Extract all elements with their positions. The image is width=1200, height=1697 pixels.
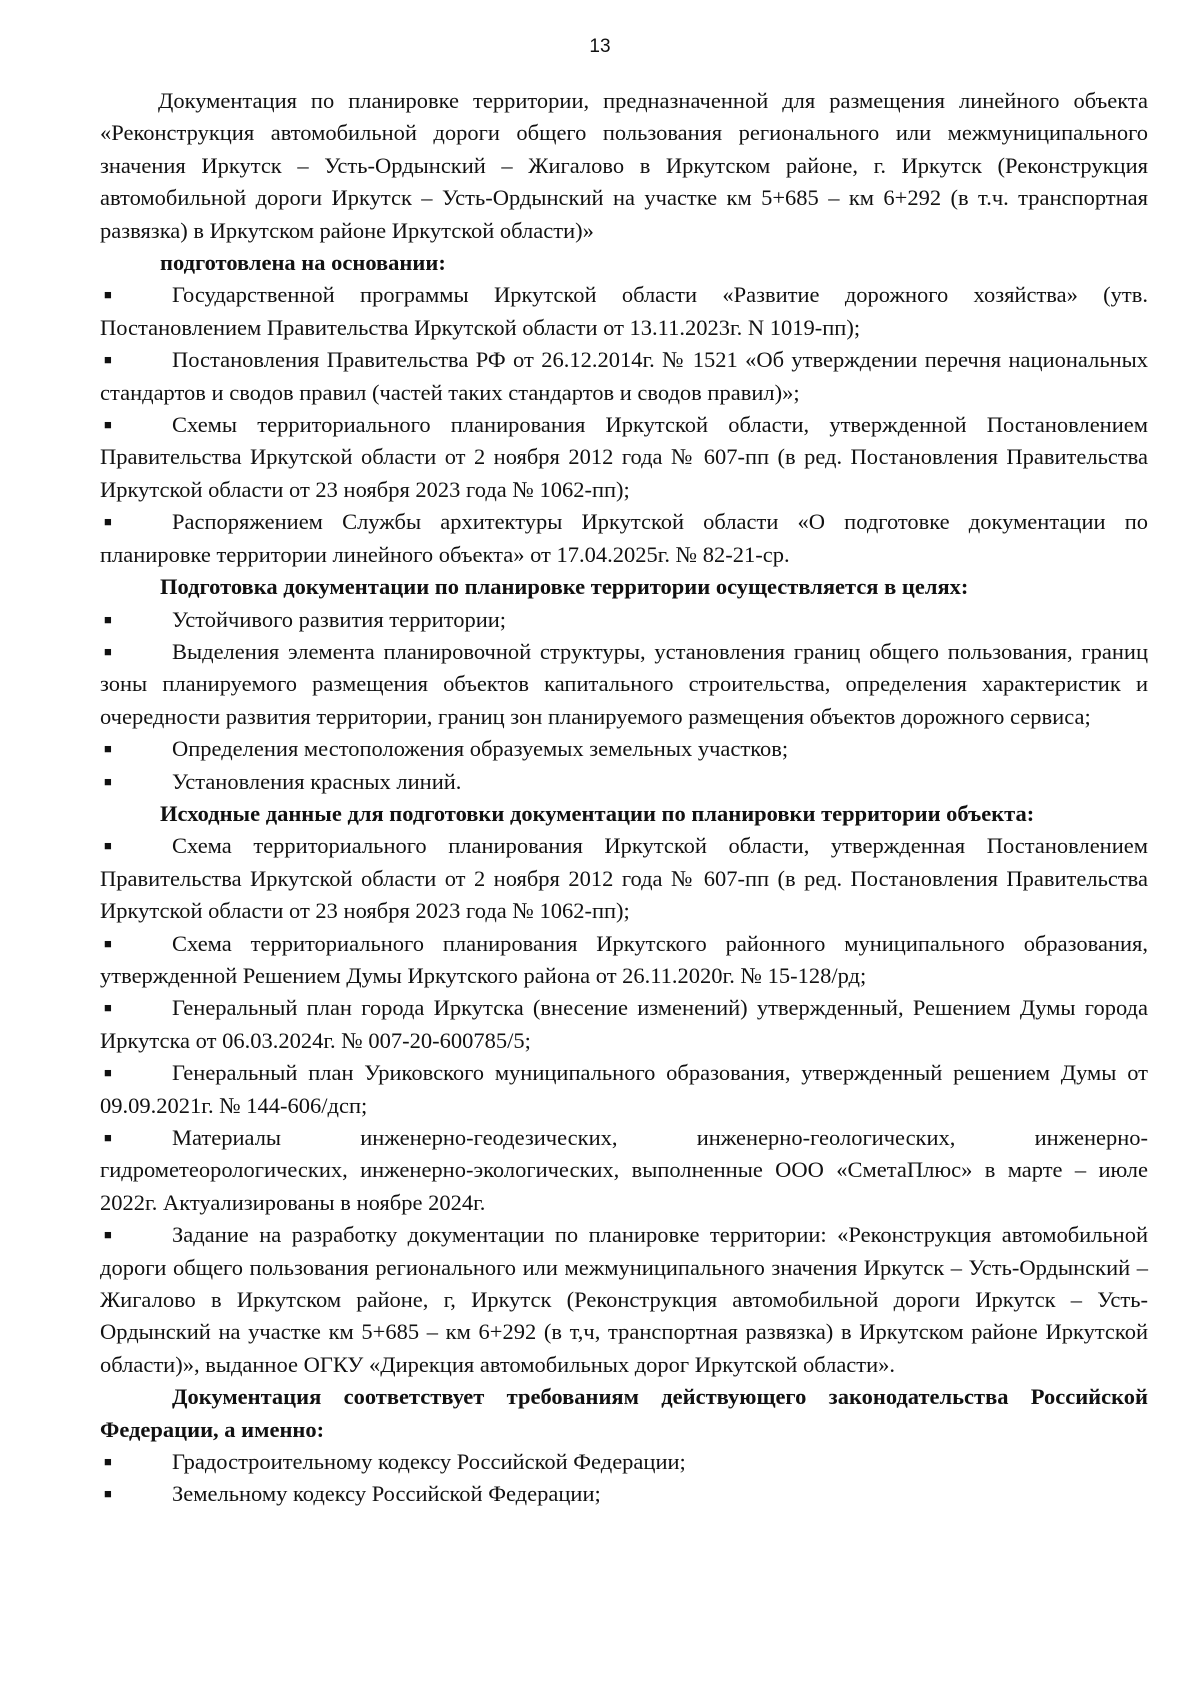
list-item	[100, 279, 1148, 344]
basis-list	[100, 279, 1148, 571]
list-item	[100, 1219, 1148, 1381]
list-item-text: Генеральный план города Иркутска (внесение изменений) утвержденный, Решением Думы города Иркутска от 06.03.2024г. № 007-20-600785/5;	[100, 995, 1148, 1053]
list-item-text: Государственной программы Иркутской области «Развитие дорожного хозяйства» (утв. Постановлением Правительства Иркутской области от 13.11.2023г. N 1019-пп);	[100, 282, 1148, 340]
section-heading-source-data: Исходные данные для подготовки документации по планировки территории объекта:	[160, 800, 1035, 826]
list-item-text: Схема территориального планирования Иркутской области, утвержденная Постановлением Правительства Иркутской области от 2 ноября 2012 года № 607-пп (в ред. Постановления Правительства Иркутской области от 23 ноября 2023 года № 1062-пп);	[100, 833, 1148, 924]
bullet-icon: ■	[104, 935, 112, 951]
page-number: 13	[589, 36, 611, 57]
list-item	[100, 1057, 1148, 1122]
goals-list	[100, 604, 1148, 798]
bullet-icon: ■	[104, 352, 112, 368]
bullet-icon: ■	[104, 1065, 112, 1081]
compliance-list	[100, 1446, 1148, 1511]
list-item-text: Выделения элемента планировочной структуры, установления границ общего пользования, границ зоны планируемого размещения объектов капитального строительства, определения характеристик и очередности развития территории, границ зон планируемого размещения объектов дорожного сервиса;	[100, 638, 1148, 729]
list-item	[100, 506, 1148, 571]
list-item-text: Земельному кодексу Российской Федерации;	[172, 1481, 601, 1507]
list-item	[100, 1446, 1148, 1478]
list-item	[100, 830, 1148, 927]
list-item-text: Схема территориального планирования Иркутского районного муниципального образования, утвержденной Решением Думы Иркутского района от 26.11.2020г. № 15-128/рд;	[100, 930, 1148, 988]
list-item	[100, 766, 1148, 798]
list-item	[100, 928, 1148, 993]
bullet-icon: ■	[104, 1454, 112, 1470]
list-item	[100, 604, 1148, 636]
list-item	[100, 344, 1148, 409]
bullet-icon: ■	[104, 287, 112, 303]
bullet-icon: ■	[104, 741, 112, 757]
bullet-icon: ■	[104, 773, 112, 789]
document-body	[100, 85, 1148, 1511]
bullet-icon: ■	[104, 611, 112, 627]
list-item-text: Определения местоположения образуемых земельных участков;	[172, 736, 789, 762]
bullet-icon: ■	[104, 838, 112, 854]
list-item-text: Постановления Правительства РФ от 26.12.2014г. № 1521 «Об утверждении перечня национальных стандартов и сводов правил (частей таких стандартов и сводов правил)»;	[100, 347, 1148, 405]
list-item	[100, 1478, 1148, 1510]
list-item-text: Устойчивого развития территории;	[172, 606, 507, 632]
section-heading-compliance: Документация соответствует требованиям действующего законодательства Российской Федерации, а именно:	[100, 1384, 1148, 1442]
source-data-list	[100, 830, 1148, 1381]
list-item	[100, 636, 1148, 733]
list-item-text: Градостроительному кодексу Российской Федерации;	[172, 1449, 686, 1475]
bullet-icon: ■	[104, 1486, 112, 1502]
bullet-icon: ■	[104, 417, 112, 433]
bullet-icon: ■	[104, 514, 112, 530]
section-heading-basis: подготовлена на основании:	[160, 250, 446, 276]
list-item-text: Задание на разработку документации по планировке территории: «Реконструкция автомобильной дороги общего пользования регионального или межмуниципального значения Иркутск – Усть-Ордынский – Жигалово в Иркутском районе, г, Иркутск (Реконструкция автомобильной дороги Иркутск – Усть-Ордынский на участке км 5+685 – км 6+292 (в т,ч, транспортная развязка) в Иркутском районе Иркутской области)», выданное ОГКУ «Дирекция автомобильных дорог Иркутской области».	[100, 1222, 1148, 1377]
list-item	[100, 992, 1148, 1057]
bullet-icon: ■	[104, 1227, 112, 1243]
intro-paragraph: Документация по планировке территории, предназначенной для размещения линейного объекта «Реконструкция автомобильной дороги общего пользования регионального или межмуниципального значения Иркутск – Усть-Ордынский – Жигалово в Иркутском районе, г. Иркутск (Реконструкция автомобильной дороги Иркутск – Усть-Ордынский на участке км 5+685 – км 6+292 (в т.ч. транспортная развязка) в Иркутском районе Иркутской области)»	[100, 88, 1148, 243]
section-heading-goals: Подготовка документации по планировке территории осуществляется в целях:	[160, 574, 969, 600]
list-item-text: Установления красных линий.	[172, 768, 462, 794]
bullet-icon: ■	[104, 1000, 112, 1016]
bullet-icon: ■	[104, 1130, 112, 1145]
list-item-text: Генеральный план Уриковского муниципального образования, утвержденный решением Думы от 09.09.2021г. № 144-606/дсп;	[100, 1060, 1148, 1118]
list-item	[100, 409, 1148, 506]
list-item-text: Схемы территориального планирования Иркутской области, утвержденной Постановлением Правительства Иркутской области от 2 ноября 2012 года № 607-пп (в ред. Постановления Правительства Иркутской области от 23 ноября 2023 года № 1062-пп);	[100, 412, 1148, 502]
bullet-icon: ■	[104, 643, 112, 659]
list-item	[100, 1122, 1148, 1219]
list-item	[100, 733, 1148, 765]
list-item-text: Распоряжением Службы архитектуры Иркутской области «О подготовке документации по планировке территории линейного объекта» от 17.04.2025г. № 82-21-ср.	[100, 509, 1148, 567]
list-item-text: Материалы инженерно-геодезических, инженерно-геологических, инженерно-гидрометеорологических, инженерно-экологических, выполненные ООО «СметаПлюс» в марте – июле 2022г. Актуализированы в ноябре 2024г.	[100, 1125, 1148, 1215]
